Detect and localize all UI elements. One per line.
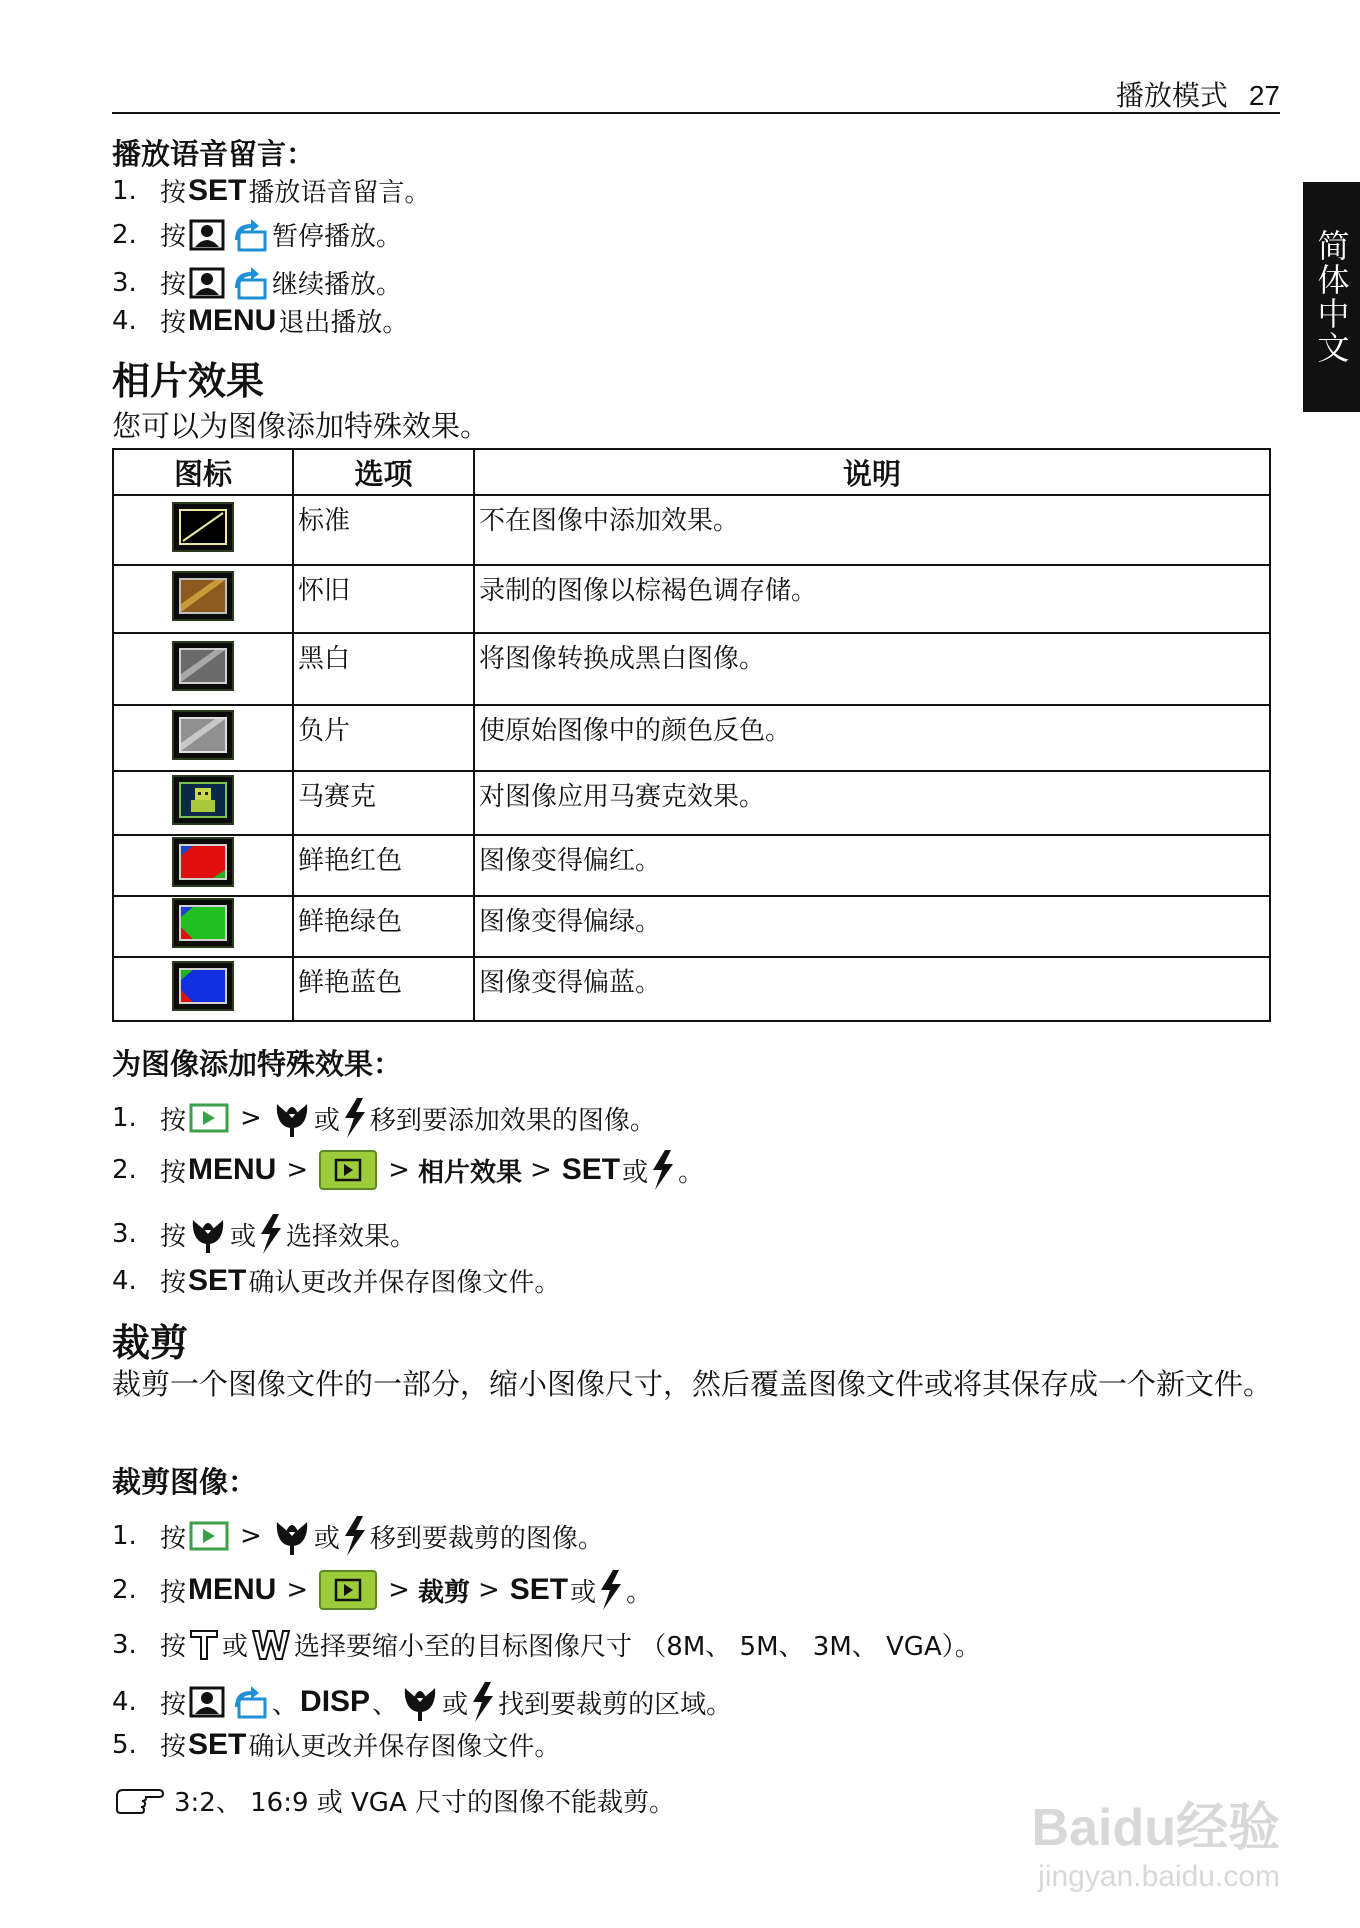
effects-table-header xyxy=(113,449,1270,495)
face-detect-icon xyxy=(189,1686,225,1718)
page-number: 27 xyxy=(1248,80,1280,111)
playback-icon xyxy=(189,1103,229,1133)
voice-step-2: 2. 按 暂停播放。 xyxy=(112,219,403,252)
voice-step-1: 1. 按 SET 播放语音留言。 xyxy=(112,173,431,208)
face-detect-icon xyxy=(189,219,225,251)
crop-step-3: 3. 按 或 选择要缩小至的目标图像尺寸 （8M、 5M、 3M、 VGA）。 xyxy=(112,1629,981,1662)
crop-title: 裁剪 xyxy=(112,1321,189,1365)
playback-menu-icon xyxy=(319,1150,377,1190)
menu-key: MENU xyxy=(188,303,277,337)
disp-key: DISP xyxy=(300,1685,371,1718)
flash-icon xyxy=(259,1214,283,1254)
flash-icon xyxy=(599,1570,623,1610)
set-key: SET xyxy=(509,1573,569,1606)
description-cell: 图像变得偏红。 xyxy=(474,835,1270,896)
black-white-effect-icon xyxy=(172,641,234,691)
crop-note xyxy=(112,1782,675,1819)
header-option: 选项 xyxy=(293,449,474,495)
language-tab-label: 简体中文 xyxy=(1312,229,1351,365)
effect-step-4: 4. 按 SET 确认更改并保存图像文件。 xyxy=(112,1263,561,1298)
set-key: SET xyxy=(188,1727,247,1761)
crop-menu-item: 裁剪 xyxy=(417,1577,470,1608)
voice-step-3: 3. 按 继续播放。 xyxy=(112,267,403,300)
sepia-effect-icon xyxy=(172,571,234,621)
face-detect-icon xyxy=(189,267,225,299)
option-cell: 标准 xyxy=(293,495,474,565)
voice-memo-title: 播放语音留言： xyxy=(112,137,316,171)
language-tab xyxy=(1303,182,1360,412)
mosaic-effect-icon xyxy=(172,775,234,825)
option-cell: 负片 xyxy=(293,705,474,771)
effects-table xyxy=(112,448,1271,1022)
option-cell: 黑白 xyxy=(293,633,474,705)
crop-step-4: 4. 按 、 DISP 、 或 找到要裁剪的区域。 xyxy=(112,1682,732,1722)
flash-icon xyxy=(343,1516,367,1556)
table-row xyxy=(113,633,1270,705)
macro-flower-icon xyxy=(401,1682,439,1722)
flash-icon xyxy=(471,1682,495,1722)
effect-step-2: 2. 按 MENU > > 相片效果 > SET 或 。 xyxy=(112,1150,704,1190)
description-cell: 图像变得偏绿。 xyxy=(474,896,1270,957)
negative-effect-icon xyxy=(172,710,234,760)
crop-step-1: 1. 按 > 或 移到要裁剪的图像。 xyxy=(112,1516,604,1556)
menu-key: MENU xyxy=(188,1153,277,1186)
set-key: SET xyxy=(188,1263,247,1297)
option-cell: 鲜艳红色 xyxy=(293,835,474,896)
description-cell: 使原始图像中的颜色反色。 xyxy=(474,705,1270,771)
option-cell: 鲜艳绿色 xyxy=(293,896,474,957)
menu-key: MENU xyxy=(188,1573,277,1606)
table-row xyxy=(113,565,1270,633)
zoom-tele-icon xyxy=(189,1629,219,1661)
table-row xyxy=(113,896,1270,957)
option-cell: 马赛克 xyxy=(293,771,474,835)
macro-flower-icon xyxy=(273,1516,311,1556)
crop-subtitle: 裁剪图像： xyxy=(112,1465,258,1499)
zoom-wide-icon xyxy=(251,1629,291,1661)
crop-intro: 裁剪一个图像文件的一部分，缩小图像尺寸，然后覆盖图像文件或将其保存成一个新文件。 xyxy=(112,1367,1273,1401)
add-effects-title: 为图像添加特殊效果： xyxy=(112,1047,403,1081)
table-row xyxy=(113,771,1270,835)
header-description: 说明 xyxy=(474,449,1270,495)
set-key: SET xyxy=(188,173,247,207)
table-row xyxy=(113,957,1270,1021)
set-key: SET xyxy=(561,1153,621,1186)
description-cell: 将图像转换成黑白图像。 xyxy=(474,633,1270,705)
normal-effect-icon xyxy=(172,502,234,552)
photo-effects-menu-item: 相片效果 xyxy=(417,1157,522,1188)
macro-flower-icon xyxy=(189,1214,227,1254)
watermark-brand: Baidu经验 xyxy=(1031,1799,1280,1857)
rotate-icon xyxy=(231,218,269,252)
photo-effects-intro: 您可以为图像添加特殊效果。 xyxy=(112,409,490,443)
macro-flower-icon xyxy=(273,1098,311,1138)
option-cell: 鲜艳蓝色 xyxy=(293,957,474,1021)
option-cell: 怀旧 xyxy=(293,565,474,633)
crop-step-2: 2. 按 MENU > > 裁剪 > SET 或 。 xyxy=(112,1570,652,1610)
playback-icon xyxy=(189,1521,229,1551)
rotate-icon xyxy=(231,1685,269,1719)
page-header xyxy=(1116,74,1280,114)
table-row xyxy=(113,495,1270,565)
crop-note-text: 3:2、 16:9 或 VGA 尺寸的图像不能裁剪。 xyxy=(174,1788,676,1818)
table-row xyxy=(113,705,1270,771)
effect-step-1: 1. 按 > 或 移到要添加效果的图像。 xyxy=(112,1098,656,1138)
vivid-blue-effect-icon xyxy=(172,961,234,1011)
flash-icon xyxy=(651,1150,675,1190)
vivid-green-effect-icon xyxy=(172,898,234,948)
description-cell: 不在图像中添加效果。 xyxy=(474,495,1270,565)
crop-step-5: 5. 按 SET 确认更改并保存图像文件。 xyxy=(112,1727,561,1762)
voice-step-4: 4. 按 MENU 退出播放。 xyxy=(112,303,409,338)
header-rule xyxy=(112,112,1280,114)
description-cell: 录制的图像以棕褐色调存储。 xyxy=(474,565,1270,633)
playback-menu-icon xyxy=(319,1570,377,1610)
rotate-icon xyxy=(231,266,269,300)
watermark-url: jingyan.baidu.com xyxy=(1038,1860,1280,1893)
header-icon: 图标 xyxy=(113,449,293,495)
description-cell: 对图像应用马赛克效果。 xyxy=(474,771,1270,835)
table-row xyxy=(113,835,1270,896)
baidu-watermark xyxy=(980,1785,1280,1905)
effect-step-3: 3. 按 或 选择效果。 xyxy=(112,1214,416,1254)
pointing-hand-icon xyxy=(115,1786,165,1816)
photo-effects-title: 相片效果 xyxy=(112,359,265,403)
flash-icon xyxy=(343,1098,367,1138)
vivid-red-effect-icon xyxy=(172,837,234,887)
description-cell: 图像变得偏蓝。 xyxy=(474,957,1270,1021)
header-title: 播放模式 xyxy=(1115,79,1228,112)
